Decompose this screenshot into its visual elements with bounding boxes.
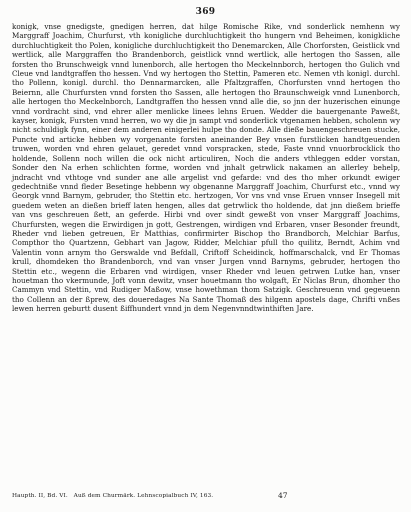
body-paragraph: konigk, vnse gnedigste, gnedigen herren, dat hilge Romische Rike, vnd sonderlick nemhenn wy Marggraff Joachim, Churfurst, vth konigliche durchluchtigkeit tho hungern vnd Beheimen, konigkliche durchluchtigkeit tho Polen, konigliche durchluchtigkeit tho Denemarcken, Alle Chorforsten, Geistlick vnd wertlick, alle Marggraffen tho Brandenborch, geistlick vnnd wertlick, alle hertogen tho Sassen, alle forsten tho Brunschweigk vnnd lunenborch, alle hertogen tho Meckelnnborch, hertogen tho Gulich vnd Cleue vnd landtgraffen tho hessen. Vnd wy hertogen tho Stettin, Pameren etc. Nemen vth konigl. durchl. tho Pollenn, konigl. durchl. tho Dennarmarcken, alle Pfaltzgraffen, Chorfursten vnnd hertogen tho Beiernn, alle Churfursten vnnd forsten tho Sassen, alle hertogen tho Braunschweigk vnnd Lunenborch, alle hertogen tho Meckelnborch, Landtgraffen tho hessen vnnd alle die, so jnn der huzerischen einunge vnnd vordracht sind, vnd ehrer aller menlicke linees lehns Eruen. Wedder die bauergenante Paweßt, kayser, konigk, Fursten vnnd herren, wo wy die jn sampt vnd sonderlick vtgenamen hebben, scholenn wy nicht schuldigk fynn, einer dem anderen einigerlei hulpe tho donde. Alle dieße bauengeschreuen stucke, Puncte vnd articke hebben wy vorgenante forsten aneinander Bey vnsen furstlicken handtgeuenden truwen, worden vnd ehren gelauet, geredet vnnd vorspracken, stede, Faste vnnd vnuorbrocklick tho holdende, Sollenn noch willen die ock nicht articuliren, Noch die anders vthleggen edder vorstan, Sonder den Na erhen schlichten forme, worden vnd jnhalt getrwlick nakamen an allerley behelp, jndracht vnd vthtoge vnd sunder ane alle argelist vnd gefarde: vnd des tho mher orkundt ewiger gedechtniße vnnd fleder Besetinge hebbenn wy obgenanne Marggraff Joachim, Churfurst etc., vnnd wy Georgk vnnd Barnym, gebruder, tho Stettin etc. hertzogen, Vor vns vnd vnse Eruen vnnser Insegell mit guedem weten an dießen brieff laten hengen, alles dat getrwlick tho holdende, dat jnn dießem brieffe van vns geschreuen ßett, an geferde. Hirbi vnd over sindt geweßt von vnser Marggraff Joachims, Churfursten, wegen die Erwirdigen jn gott, Gestrengen, wirdigen vnd Erbaren, vnser Besonder freundt, Rheder vnd lieben getreuen, Er Matthias, confirmirter Bischop tho Brandborch, Melchiar Barfus, Compthor tho Quartzenn, Gebhart van Jagow, Ridder, Melchiar pfull tho quilitz, Berndt, Achim vnd Valentin vonn arnym tho Gerswalde vnd Befdall, Criftoff Scheidinck, hoffmarschalck, vnd Er Thomas krull, dhomdeken tho Brandenborch, vnd van vnser Jurgen vnnd Barnyms, gebruder, hertogen tho Stettin etc., wegenn die Erbaren vnd wirdigen, vnser Rheder vnd leuen getrwen Lutke han, vnser houetman tho vkermunde, Joft vonn dewitz, vnser houetmann tho wolgaft, Er Niclas Brun, dhomher tho Cammyn vnd Stettin, vnd Rudiger Maßow, vnse howethman thom Satzigk. Geschreuenn vnd gegeuenn tho Collenn an der ßprew, des doueredages Na Sante Thomaß des hilgenn apostels dage, Chrifti vnßes lewen herren geburtt dusent ßiffhundert vnnd jn dem Negenvnndtwinthiften Jare. xyxy=(12,22,400,314)
sheet-number: 47 xyxy=(278,491,288,500)
page-footer xyxy=(12,491,400,503)
footer-source-note xyxy=(12,493,213,499)
page-number: 369 xyxy=(195,7,216,17)
footer-source: Auß dem Churmärk. Lehnscopialbuch IV, 163. xyxy=(73,493,214,499)
footer-reference: Haupth. II, Bd. VI. xyxy=(12,493,68,499)
